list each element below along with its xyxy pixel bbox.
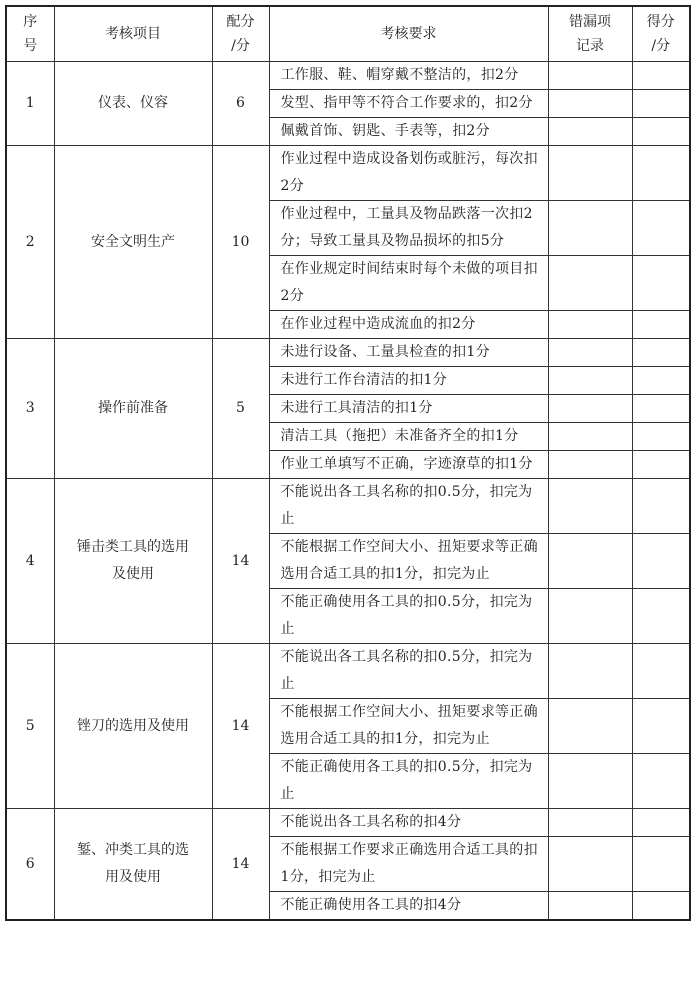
header-error-record: 错漏项 记录 (548, 6, 632, 62)
requirement-cell: 清洁工具（拖把）未准备齐全的扣1分 (269, 423, 548, 451)
requirement-cell: 不能根据工作空间大小、扭矩要求等正确选用合适工具的扣1分，扣完为止 (269, 534, 548, 589)
error-record-cell (548, 62, 632, 90)
error-record-cell (548, 339, 632, 367)
requirement-cell: 未进行工具清洁的扣1分 (269, 395, 548, 423)
error-record-cell (548, 256, 632, 311)
error-record-cell (548, 534, 632, 589)
error-record-cell (548, 644, 632, 699)
error-record-cell (548, 146, 632, 201)
item-cell: 安全文明生产 (54, 146, 212, 339)
table-row (6, 146, 690, 201)
header-points-got: 得分 /分 (632, 6, 690, 62)
assessment-table (5, 5, 691, 921)
error-record-cell (548, 809, 632, 837)
item-cell: 錾、冲类工具的选用及使用 (54, 809, 212, 921)
header-requirement: 考核要求 (269, 6, 548, 62)
requirement-cell: 佩戴首饰、钥匙、手表等，扣2分 (269, 118, 548, 146)
points-cell (632, 644, 690, 699)
requirement-cell: 不能说出各工具名称的扣0.5分，扣完为止 (269, 479, 548, 534)
requirement-cell: 在作业规定时间结束时每个未做的项目扣2分 (269, 256, 548, 311)
item-cell: 锤击类工具的选用及使用 (54, 479, 212, 644)
seq-cell: 5 (6, 644, 54, 809)
points-cell (632, 809, 690, 837)
requirement-cell: 作业过程中，工量具及物品跌落一次扣2分；导致工量具及物品损坏的扣5分 (269, 201, 548, 256)
points-cell (632, 256, 690, 311)
requirement-cell: 工作服、鞋、帽穿戴不整洁的，扣2分 (269, 62, 548, 90)
requirement-cell: 未进行工作台清洁的扣1分 (269, 367, 548, 395)
score-cell: 14 (212, 479, 269, 644)
error-record-cell (548, 118, 632, 146)
error-record-cell (548, 479, 632, 534)
requirement-cell: 作业工单填写不正确，字迹潦草的扣1分 (269, 451, 548, 479)
points-cell (632, 699, 690, 754)
header-row (6, 6, 690, 62)
requirement-cell: 在作业过程中造成流血的扣2分 (269, 311, 548, 339)
table-row (6, 62, 690, 90)
score-cell: 5 (212, 339, 269, 479)
points-cell (632, 201, 690, 256)
header-item: 考核项目 (54, 6, 212, 62)
requirement-cell: 不能根据工作要求正确选用合适工具的扣1分，扣完为止 (269, 837, 548, 892)
error-record-cell (548, 699, 632, 754)
error-record-cell (548, 892, 632, 921)
error-record-cell (548, 90, 632, 118)
item-cell: 仪表、仪容 (54, 62, 212, 146)
points-cell (632, 754, 690, 809)
points-cell (632, 451, 690, 479)
seq-cell: 3 (6, 339, 54, 479)
error-record-cell (548, 837, 632, 892)
points-cell (632, 479, 690, 534)
requirement-cell: 不能说出各工具名称的扣0.5分，扣完为止 (269, 644, 548, 699)
points-cell (632, 892, 690, 921)
table-row (6, 809, 690, 837)
points-cell (632, 90, 690, 118)
points-cell (632, 367, 690, 395)
points-cell (632, 62, 690, 90)
score-cell: 10 (212, 146, 269, 339)
requirement-cell: 不能说出各工具名称的扣4分 (269, 809, 548, 837)
error-record-cell (548, 201, 632, 256)
points-cell (632, 534, 690, 589)
error-record-cell (548, 395, 632, 423)
points-cell (632, 339, 690, 367)
item-cell: 锉刀的选用及使用 (54, 644, 212, 809)
error-record-cell (548, 589, 632, 644)
error-record-cell (548, 423, 632, 451)
score-cell: 14 (212, 809, 269, 921)
requirement-cell: 不能正确使用各工具的扣0.5分，扣完为止 (269, 754, 548, 809)
points-cell (632, 589, 690, 644)
requirement-cell: 未进行设备、工量具检查的扣1分 (269, 339, 548, 367)
points-cell (632, 146, 690, 201)
score-cell: 14 (212, 644, 269, 809)
header-score: 配分 /分 (212, 6, 269, 62)
table-row (6, 644, 690, 699)
seq-cell: 1 (6, 62, 54, 146)
requirement-cell: 不能正确使用各工具的扣4分 (269, 892, 548, 921)
requirement-cell: 不能正确使用各工具的扣0.5分，扣完为止 (269, 589, 548, 644)
score-cell: 6 (212, 62, 269, 146)
error-record-cell (548, 311, 632, 339)
table-row (6, 339, 690, 367)
points-cell (632, 118, 690, 146)
requirement-cell: 发型、指甲等不符合工作要求的，扣2分 (269, 90, 548, 118)
requirement-cell: 作业过程中造成设备划伤或脏污，每次扣2分 (269, 146, 548, 201)
seq-cell: 4 (6, 479, 54, 644)
points-cell (632, 311, 690, 339)
item-cell: 操作前准备 (54, 339, 212, 479)
error-record-cell (548, 451, 632, 479)
header-seq: 序 号 (6, 6, 54, 62)
seq-cell: 2 (6, 146, 54, 339)
points-cell (632, 423, 690, 451)
error-record-cell (548, 367, 632, 395)
points-cell (632, 395, 690, 423)
seq-cell: 6 (6, 809, 54, 921)
requirement-cell: 不能根据工作空间大小、扭矩要求等正确选用合适工具的扣1分，扣完为止 (269, 699, 548, 754)
points-cell (632, 837, 690, 892)
table-row (6, 479, 690, 534)
error-record-cell (548, 754, 632, 809)
